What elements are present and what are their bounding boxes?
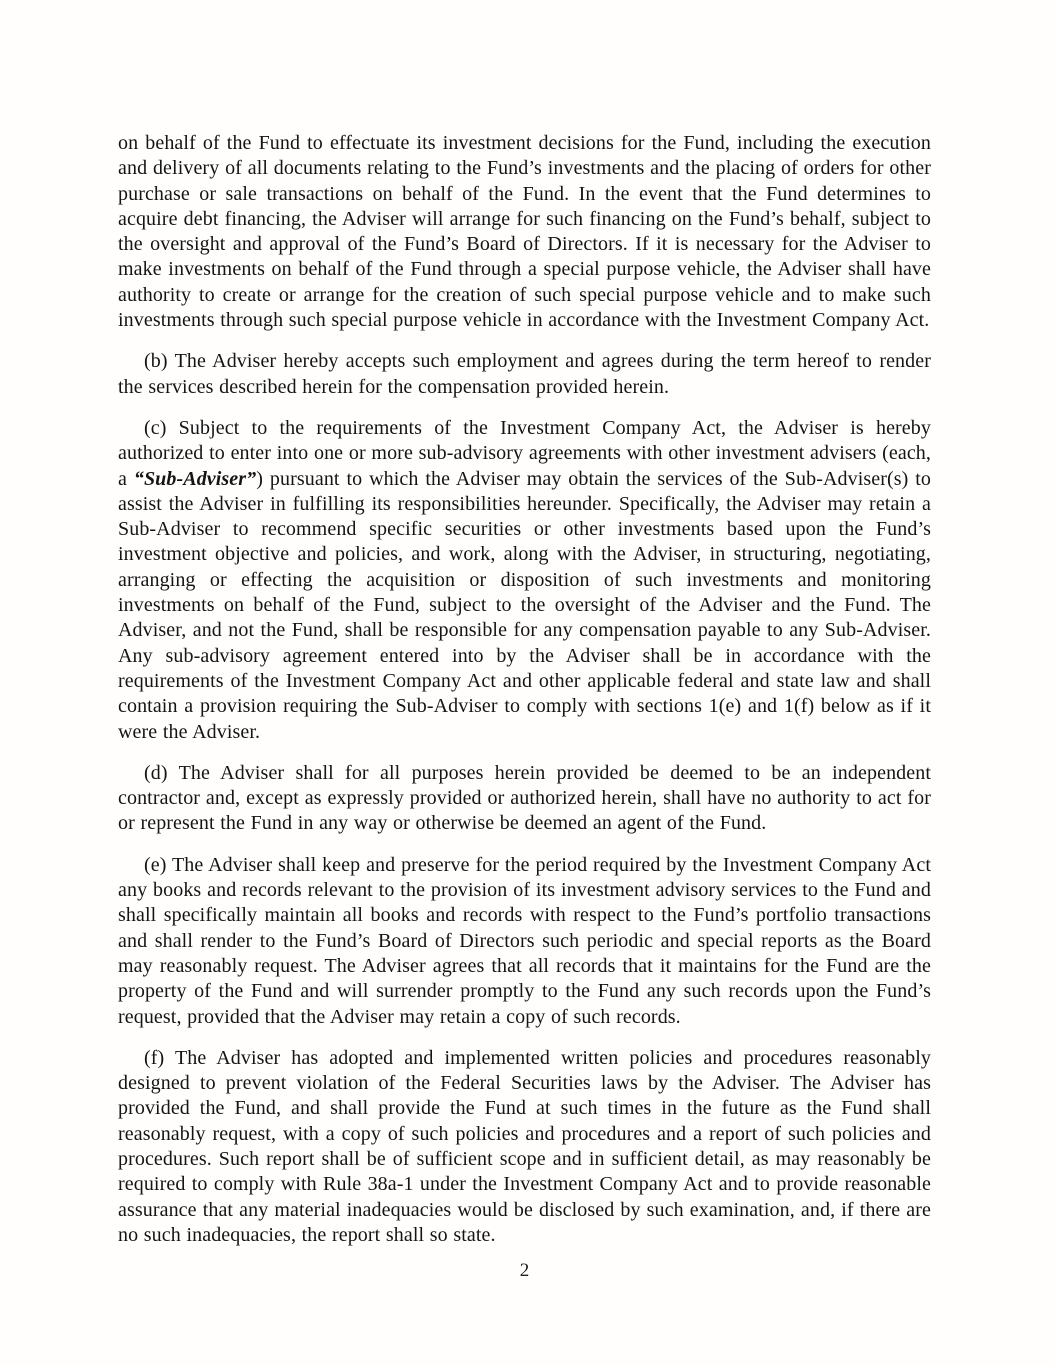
- paragraph-clause-e: (e) The Adviser shall keep and preserve for the period required by the Investment Company Act any books and records relevant to the provision of its investment advisory services to the Fund and shall specifically maintain all books and records with respect to the Fund’s portfolio transactions and shall render to the Fund’s Board of Directors such periodic and special reports as the Board may reasonably request. The Adviser agrees that all records that it maintains for the Fund are the property of the Fund and will surrender promptly to the Fund any such records upon the Fund’s request, provided that the Adviser may retain a copy of such records.: [118, 853, 931, 1028]
- paragraph-clause-b: (b) The Adviser hereby accepts such employment and agrees during the term hereof to render the services described herein for the compensation provided herein.: [118, 350, 931, 398]
- paragraph-clause-d: (d) The Adviser shall for all purposes herein provided be deemed to be an independent contractor and, except as expressly provided or authorized herein, shall have no authority to act for or represent the Fund in any way or otherwise be deemed an agent of the Fund.: [118, 761, 931, 835]
- clause-c-segment-start: (c) Subject to the requirements of the Investment Company Act, the Adviser is hereby authorized to enter into one or more sub-advisory agreements with other investment advisers (each, a: [118, 416, 931, 490]
- defined-term-sub-adviser: “Sub-Adviser”: [133, 467, 257, 490]
- paragraph-clause-f: (f) The Adviser has adopted and implemented written policies and procedures reasonably designed to prevent violation of the Federal Securities laws by the Adviser. The Adviser has provided the Fund, and shall provide the Fund at such times in the future as the Fund shall reasonably request, with a copy of such policies and procedures and a report of such policies and procedures. Such report shall be of sufficient scope and in sufficient detail, as may reasonably be required to comply with Rule 38a-1 under the Investment Company Act and to provide reasonable assurance that any material inadequacies would be disclosed by such examination, and, if there are no such inadequacies, the report shall so state.: [118, 1046, 931, 1246]
- document-text-block: [118, 131, 931, 1264]
- clause-c-segment-end: ) pursuant to which the Adviser may obtain the services of the Sub-Adviser(s) to assist the Adviser in fulfilling its responsibilities hereunder. Specifically, the Adviser may retain a Sub-Adviser to recommend specific securities or other investments based upon the Fund’s investment objective and policies, and work, along with the Adviser, in structuring, negotiating, arranging or effecting the acquisition or disposition of such investments and monitoring investments on behalf of the Fund, subject to the oversight of the Adviser and the Fund. The Adviser, and not the Fund, shall be responsible for any compensation payable to any Sub-Adviser. Any sub-advisory agreement entered into by the Adviser shall be in accordance with the requirements of the Investment Company Act and other applicable federal and state law and shall contain a provision requiring the Sub-Adviser to comply with sections 1(e) and 1(f) below as if it were the Adviser.: [118, 467, 931, 743]
- paragraph-clause-c: [118, 416, 931, 745]
- page-number: 2: [519, 1260, 530, 1281]
- paragraph-intro-continuation: on behalf of the Fund to effectuate its investment decisions for the Fund, including the execution and delivery of all documents relating to the Fund’s investments and the placing of orders for other purchase or sale transactions on behalf of the Fund. In the event that the Fund determines to acquire debt financing, the Adviser will arrange for such financing on the Fund’s behalf, subject to the oversight and approval of the Fund’s Board of Directors. If it is necessary for the Adviser to make investments on behalf of the Fund through a special purpose vehicle, the Adviser shall have authority to create or arrange for the creation of such special purpose vehicle and to make such investments through such special purpose vehicle in accordance with the Investment Company Act.: [118, 132, 931, 332]
